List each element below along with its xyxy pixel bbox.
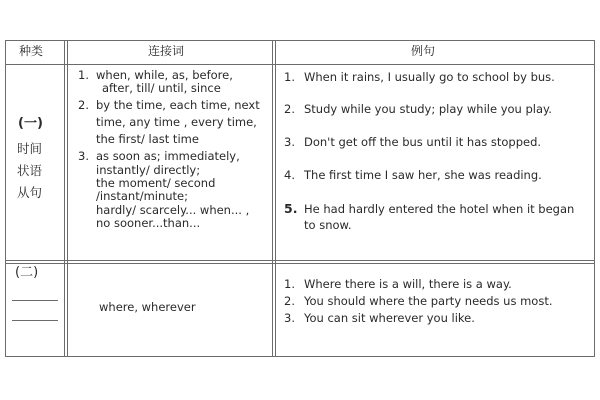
list-item: 1. when, while, as, before, after, till/ until, since xyxy=(78,68,233,96)
category-number-2: (二) xyxy=(15,265,39,280)
list-item: 2. You should where the party needs us most. xyxy=(284,294,553,308)
category-line: 状语 xyxy=(17,163,43,178)
list-item: 3. as soon as; immediately, instantly/ directly; the moment/ second /instant/minute; hardly/ scarcely... when... , no sooner...than... xyxy=(78,149,250,230)
category-number-1: (一) xyxy=(18,116,43,131)
list-item: 1. When it rains, I usually go to school by bus. xyxy=(284,70,555,84)
list-item: 2. by the time, each time, next time, any time , every time, the first/ last time xyxy=(78,97,260,147)
grammar-table xyxy=(5,40,595,357)
list-item: 3. Don't get off the bus until it has stopped. xyxy=(284,135,542,149)
blank-line xyxy=(12,320,58,321)
header-connective: 连接词 xyxy=(148,44,185,58)
column-divider xyxy=(67,41,68,356)
column-divider xyxy=(64,41,65,356)
list-item: 3. You can sit wherever you like. xyxy=(284,311,475,325)
row-divider xyxy=(6,64,594,65)
category-line: 从句 xyxy=(17,185,43,200)
connective-text-2: where, wherever xyxy=(99,300,196,314)
blank-line xyxy=(12,300,58,301)
example-list-1 xyxy=(274,70,594,232)
row-divider xyxy=(6,263,594,264)
connective-list-1 xyxy=(70,69,276,230)
header-category: 种类 xyxy=(19,44,44,58)
row-divider xyxy=(6,260,594,261)
list-item: 1. Where there is a will, there is a way. xyxy=(284,277,512,291)
list-item: 2. Study while you study; play while you play. xyxy=(284,102,552,116)
example-list-2 xyxy=(274,277,594,326)
list-item: 4. The first time I saw her, she was reading. xyxy=(284,168,542,182)
header-example: 例句 xyxy=(411,44,436,58)
list-item: 5. He had hardly entered the hotel when it began to snow. xyxy=(284,201,575,232)
category-line: 时间 xyxy=(17,141,43,156)
